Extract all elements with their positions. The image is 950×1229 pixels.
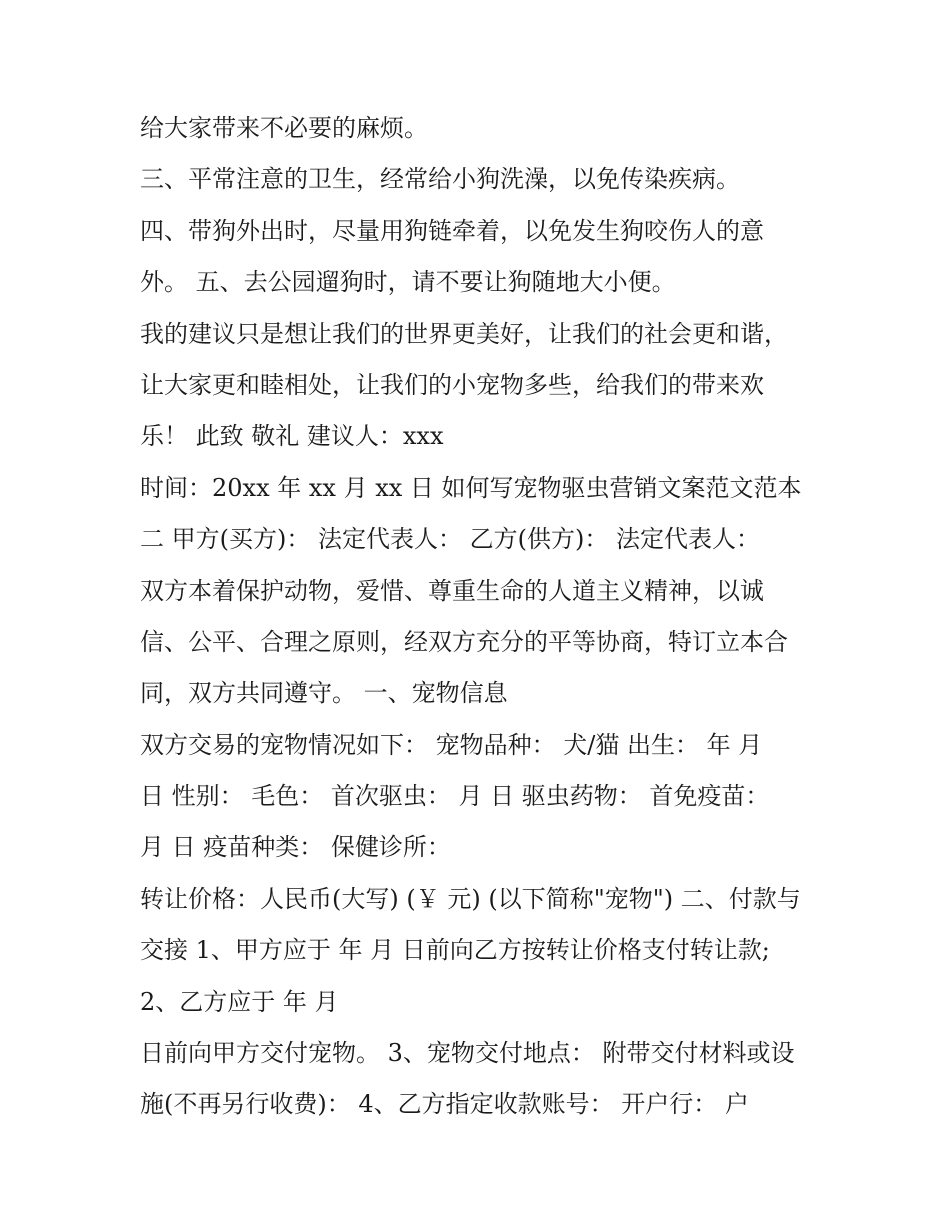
text-line: 施(不再另行收费)： 4、乙方指定收款账号： 开户行： 户 [140, 1090, 749, 1119]
text-line: 时间：20xx 年 xx 月 xx 日 如何写宠物驱虫营销文案范文范本 [140, 473, 802, 502]
text-line: 同，双方共同遵守。 一、宠物信息 [140, 679, 508, 708]
text-line: 给大家带来不必要的麻烦。 [140, 114, 428, 142]
text-line: 双方本着保护动物，爱惜、尊重生命的人道主义精神，以诚 [140, 576, 764, 605]
document-body [140, 107, 840, 1135]
text-line: 外。 五、去公园遛狗时，请不要让狗随地大小便。 [140, 268, 676, 297]
text-line: 月 日 疫苗种类： 保健诊所： [140, 833, 451, 862]
text-line: 日前向甲方交付宠物。 3、宠物交付地点： 附带交付材料或设 [140, 1039, 795, 1068]
text-line: 我的建议只是想让我们的世界更美好，让我们的社会更和谐， [140, 319, 788, 348]
text-line: 转让价格：人民币(大写) (￥ 元) (以下简称"宠物") 二、付款与 [140, 884, 801, 913]
text-line: 四、带狗外出时，尽量用狗链牵着，以免发生狗咬伤人的意 [140, 216, 764, 245]
text-line: 交接 1、甲方应于 年 月 日前向乙方按转让价格支付转让款; [140, 936, 770, 965]
text-line: 信、公平、合理之原则，经双方充分的平等协商，特订立本合 [140, 627, 788, 656]
text-line: 让大家更和睦相处，让我们的小宠物多些，给我们的带来欢 [140, 370, 764, 399]
text-line: 双方交易的宠物情况如下： 宠物品种： 犬/猫 出生： 年 月 [140, 730, 763, 759]
text-line: 2、乙方应于 年 月 [140, 987, 339, 1016]
text-line: 乐！ 此致 敬礼 建议人：xxx [140, 422, 444, 451]
text-line: 三、平常注意的卫生，经常给小狗洗澡，以免传染疾病。 [140, 165, 740, 194]
text-line: 二 甲方(买方)： 法定代表人： 乙方(供方)： 法定代表人： [140, 525, 760, 554]
text-line: 日 性别： 毛色： 首次驱虫： 月 日 驱虫药物： 首免疫苗： [140, 782, 770, 811]
